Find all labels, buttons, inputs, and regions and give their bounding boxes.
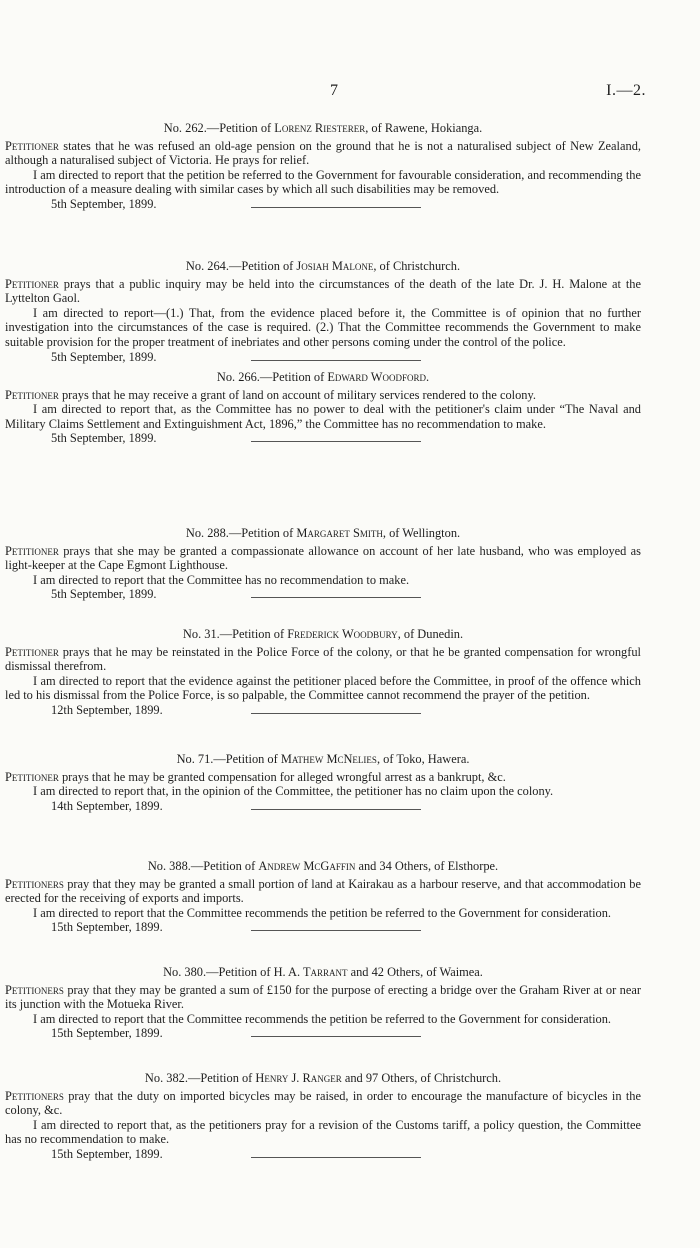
committee-report: I am directed to report that, as the petitioners pray for a revision of the Customs tariff, a policy question, the Committee has no recommendation to make. (5, 1117, 641, 1147)
petitioner-name: Edward Woodford (327, 370, 427, 384)
section-divider (251, 597, 421, 598)
page-number: 7 (330, 82, 338, 99)
petition-title (5, 370, 641, 385)
petition-footer (5, 799, 641, 814)
petitioner-name: H. A. Tarrant (273, 965, 348, 979)
petition-number: No. 266.—Petition of (216, 370, 328, 384)
petition-title (5, 627, 641, 642)
report-date: 15th September, 1899. (51, 1146, 163, 1161)
committee-report: I am directed to report that the Committee recommends the petition be referred to the Government for consideration. (33, 905, 612, 920)
petition-location: and 34 Others, of Elsthorpe. (355, 859, 499, 873)
prayer-lead: Petitioner (5, 387, 59, 402)
prayer-lead: Petitioner (5, 276, 59, 291)
petition-prayer (5, 877, 641, 906)
petitioner-name: Josiah Malone (296, 259, 374, 273)
petitioner-name: Andrew McGaffin (258, 859, 356, 873)
prayer-text: prays that he may be granted compensation for alleged wrongful arrest as a bankrupt, &c. (58, 769, 506, 784)
section-divider (251, 1036, 421, 1037)
committee-report: I am directed to report that, in the opinion of the Committee, the petitioner has no claim upon the colony. (33, 784, 554, 799)
petition-location: , of Toko, Hawera. (376, 752, 470, 766)
petition-footer (5, 703, 641, 718)
petition-prayer (5, 139, 641, 168)
petitioner-name: Frederick Woodbury (287, 627, 398, 641)
section-divider (251, 809, 421, 810)
petition-location: , of Rawene, Hokianga. (365, 121, 483, 135)
petition-footer (5, 1147, 641, 1162)
section-divider (251, 207, 421, 208)
petition-location: , of Christchurch. (373, 259, 461, 273)
section-divider (251, 441, 421, 442)
prayer-text: prays that she may be granted a compassionate allowance on account of her late husband, who was employed as light-keeper at the Cape Egmont Lighthouse. (5, 543, 641, 573)
petition-number: No. 262.—Petition of (163, 121, 275, 135)
petition-footer (5, 350, 641, 365)
report-date: 5th September, 1899. (51, 349, 157, 364)
committee-report: I am directed to report that, as the Committee has no power to deal with the petitioner's claim under “The Naval and Military Claims Settlement and Extinguishment Act, 1896,” the Committee has no recommendation to make. (5, 402, 641, 431)
petitioner-name: Mathew McNelies (280, 752, 377, 766)
petition-entry (5, 526, 641, 602)
petition-title (5, 259, 641, 274)
petition-footer (5, 1026, 641, 1041)
petition-title (5, 121, 641, 136)
prayer-text: prays that a public inquiry may be held into the circumstances of the death of the late Dr. J. H. Malone at the Lyttelton Gaol. (5, 276, 641, 306)
prayer-lead: Petitioner (5, 543, 59, 558)
prayer-text: prays that he may be reinstated in the Police Force of the colony, or that he be granted compensation for wrongful dismissal therefrom. (5, 644, 641, 674)
section-divider (251, 360, 421, 361)
petition-entry (5, 259, 641, 365)
prayer-lead: Petitioner (5, 769, 59, 784)
petition-entry (5, 370, 641, 446)
petition-title (5, 859, 641, 874)
prayer-text: pray that the duty on imported bicycles may be raised, in order to encourage the manufacture of bicycles in the colony, &c. (5, 1088, 641, 1118)
report-date: 15th September, 1899. (51, 920, 163, 935)
petitioner-name: Lorenz Riesterer (274, 121, 366, 135)
petition-prayer (5, 388, 641, 403)
prayer-text: pray that they may be granted a sum of £150 for the purpose of erecting a bridge over the Graham River at or near its junction with the Motueka River. (5, 982, 641, 1012)
petition-entry (5, 1071, 641, 1162)
petition-entry (5, 627, 641, 718)
committee-report: I am directed to report that the evidence against the petitioner placed before the Committee, in proof of the offence which led to his dismissal from the Police Force, is so palpable, the Committee cannot recommend the prayer of the petition. (5, 673, 641, 703)
document-reference: I.—2. (606, 82, 646, 99)
petition-prayer (5, 1089, 641, 1118)
petition-location: , of Wellington. (382, 526, 461, 540)
petition-location: . (426, 370, 430, 384)
petition-number: No. 380.—Petition of (163, 965, 274, 979)
petition-prayer (5, 645, 641, 674)
petition-location: and 97 Others, of Christchurch. (341, 1071, 502, 1085)
committee-report: I am directed to report—(1.) That, from the evidence placed before it, the Committee is of opinion that no further investigation into the circumstances of the case is required. (2.) That the Committee recommends the Government to make suitable provision for the proper treatment of inebriates and other persons coming under the control of the police. (5, 305, 641, 349)
petition-prayer (5, 544, 641, 573)
petition-title (5, 1071, 641, 1086)
petition-number: No. 382.—Petition of (144, 1071, 256, 1085)
petition-prayer (5, 983, 641, 1012)
petition-entry (5, 859, 641, 935)
petition-prayer (5, 770, 641, 785)
petition-number: No. 31.—Petition of (182, 627, 288, 641)
petition-title (5, 965, 641, 980)
petition-footer (5, 587, 641, 602)
prayer-lead: Petitioners (5, 982, 64, 997)
petition-location: and 42 Others, of Waimea. (347, 965, 483, 979)
committee-report: I am directed to report that the Committee recommends the petition be referred to the Government for consideration. (33, 1011, 612, 1026)
prayer-text: prays that he may receive a grant of land on account of military services rendered to the colony. (58, 387, 536, 402)
petition-number: No. 388.—Petition of (147, 859, 259, 873)
petition-entry (5, 752, 641, 814)
petition-prayer (5, 277, 641, 306)
petition-entry (5, 121, 641, 212)
report-date: 12th September, 1899. (51, 702, 163, 717)
petition-location: , of Dunedin. (397, 627, 464, 641)
petition-footer (5, 197, 641, 212)
report-date: 14th September, 1899. (51, 798, 163, 813)
page-header (0, 84, 700, 104)
section-divider (251, 930, 421, 931)
report-date: 5th September, 1899. (51, 431, 157, 446)
report-date: 15th September, 1899. (51, 1026, 163, 1041)
prayer-lead: Petitioners (5, 1088, 64, 1103)
report-date: 5th September, 1899. (51, 196, 157, 211)
report-date: 5th September, 1899. (51, 587, 157, 602)
prayer-lead: Petitioner (5, 644, 59, 659)
prayer-lead: Petitioners (5, 876, 64, 891)
petitioner-name: Henry J. Ranger (255, 1071, 342, 1085)
prayer-text: states that he was refused an old-age pension on the ground that he is not a naturalised subject of New Zealand, although a naturalised subject of Victoria. He prays for relief. (5, 138, 641, 168)
petitioner-name: Margaret Smith (296, 526, 383, 540)
petition-title (5, 752, 641, 767)
petition-number: No. 71.—Petition of (176, 752, 281, 766)
prayer-text: pray that they may be granted a small portion of land at Kairakau as a harbour reserve, and that accommodation be erected for the receiving of exports and imports. (5, 876, 641, 906)
petition-number: No. 288.—Petition of (185, 526, 297, 540)
petition-footer (5, 431, 641, 446)
committee-report: I am directed to report that the petition be referred to the Government for favourable consideration, and recommending the introduction of a measure dealing with similar cases by which all such disabilities may be removed. (5, 167, 641, 197)
section-divider (251, 1157, 421, 1158)
section-divider (251, 713, 421, 714)
committee-report: I am directed to report that the Committee has no recommendation to make. (33, 572, 410, 587)
prayer-lead: Petitioner (5, 138, 59, 153)
petition-number: No. 264.—Petition of (185, 259, 297, 273)
petition-title (5, 526, 641, 541)
petition-footer (5, 920, 641, 935)
petition-entry (5, 965, 641, 1041)
